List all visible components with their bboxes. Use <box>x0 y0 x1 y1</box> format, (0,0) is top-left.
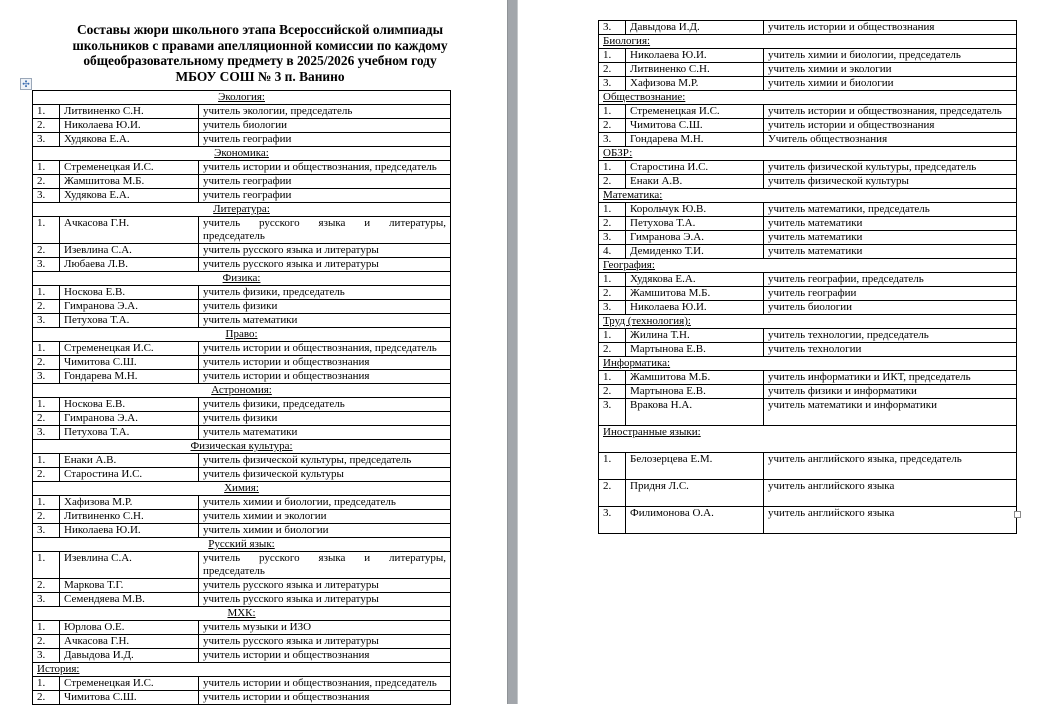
member-role: учитель математики <box>199 426 451 440</box>
row-number: 3. <box>599 507 626 534</box>
table-row <box>599 399 1017 426</box>
member-role: учитель русского языка и литературы <box>199 635 451 649</box>
table-row <box>33 133 451 147</box>
table-row <box>599 217 1017 231</box>
table-resize-handle[interactable] <box>1014 511 1021 518</box>
member-name: Гондарева М.Н. <box>626 133 764 147</box>
member-name: Николаева Ю.И. <box>60 524 199 538</box>
member-name: Жамшитова М.Б. <box>626 287 764 301</box>
member-role: учитель истории и обществознания, председатель <box>764 105 1017 119</box>
row-number: 3. <box>33 258 60 272</box>
row-number: 2. <box>33 119 60 133</box>
table-row <box>599 21 1017 35</box>
table-row <box>33 691 451 705</box>
section-title: Информатика: <box>599 357 1017 371</box>
row-number: 3. <box>599 133 626 147</box>
member-name: Носкова Е.В. <box>60 286 199 300</box>
member-role: учитель биологии <box>199 119 451 133</box>
member-name: Юрлова О.Е. <box>60 621 199 635</box>
member-name: Литвиненко С.Н. <box>60 105 199 119</box>
table-row <box>599 203 1017 217</box>
table-row <box>33 258 451 272</box>
table-row <box>33 356 451 370</box>
member-name: Маркова Т.Г. <box>60 579 199 593</box>
table-row <box>33 314 451 328</box>
table-row <box>33 412 451 426</box>
table-row <box>33 510 451 524</box>
member-name: Изевлина С.А. <box>60 244 199 258</box>
member-name: Гимранова Э.А. <box>60 300 199 314</box>
section-header-row <box>599 426 1017 453</box>
member-role: учитель истории и обществознания, председатель <box>199 161 451 175</box>
section-header-row <box>599 189 1017 203</box>
row-number: 2. <box>33 356 60 370</box>
section-title: История: <box>33 663 451 677</box>
member-name: Жамшитова М.Б. <box>626 371 764 385</box>
member-role: учитель физической культуры, председатель <box>199 454 451 468</box>
row-number: 1. <box>599 453 626 480</box>
member-role: учитель физики, председатель <box>199 286 451 300</box>
row-number: 3. <box>33 426 60 440</box>
member-role: учитель физической культуры <box>764 175 1017 189</box>
section-header-row <box>33 538 451 552</box>
section-title: Литература: <box>33 203 451 217</box>
section-header-row <box>33 147 451 161</box>
section-header-row <box>33 384 451 398</box>
member-role: учитель английского языка, председатель <box>764 453 1017 480</box>
member-name: Давыдова И.Д. <box>60 649 199 663</box>
member-name: Худякова Е.А. <box>60 189 199 203</box>
section-header-row <box>599 357 1017 371</box>
member-name: Белозерцева Е.М. <box>626 453 764 480</box>
row-number: 1. <box>33 342 60 356</box>
table-row <box>599 453 1017 480</box>
section-title: Экономика: <box>33 147 451 161</box>
table-row <box>599 133 1017 147</box>
table-row <box>33 496 451 510</box>
member-name: Ачкасова Г.Н. <box>60 217 199 244</box>
member-role: учитель русского языка и литературы <box>199 593 451 607</box>
row-number: 2. <box>33 635 60 649</box>
member-name: Гимранова Э.А. <box>60 412 199 426</box>
row-number: 3. <box>33 370 60 384</box>
table-row <box>599 49 1017 63</box>
row-number: 2. <box>33 691 60 705</box>
row-number: 1. <box>33 677 60 691</box>
row-number: 2. <box>599 480 626 507</box>
member-role: учитель русского языка и литературы, председатель <box>199 217 451 244</box>
table-row <box>33 579 451 593</box>
member-name: Ачкасова Г.Н. <box>60 635 199 649</box>
member-role: учитель истории и обществознания <box>764 119 1017 133</box>
title-line: Составы жюри школьного этапа Всероссийской олимпиады <box>76 22 444 37</box>
table-row <box>599 273 1017 287</box>
section-title: Физическая культура: <box>33 440 451 454</box>
member-name: Чимитова С.Ш. <box>626 119 764 133</box>
section-header-row <box>33 272 451 286</box>
member-role: учитель математики <box>764 217 1017 231</box>
row-number: 2. <box>599 63 626 77</box>
member-name: Придня Л.С. <box>626 480 764 507</box>
row-number: 1. <box>33 161 60 175</box>
row-number: 2. <box>599 175 626 189</box>
table-row <box>599 480 1017 507</box>
member-name: Хафизова М.Р. <box>60 496 199 510</box>
table-row <box>33 552 451 579</box>
row-number: 3. <box>33 133 60 147</box>
section-title: Иностранные языки: <box>599 426 1017 453</box>
member-name: Жилина Т.Н. <box>626 329 764 343</box>
table-row <box>33 300 451 314</box>
member-name: Худякова Е.А. <box>626 273 764 287</box>
row-number: 2. <box>599 119 626 133</box>
title-line: общеобразовательному предмету в 2025/2026 учебном году <box>83 53 437 69</box>
member-name: Чимитова С.Ш. <box>60 356 199 370</box>
row-number: 3. <box>599 231 626 245</box>
member-name: Вракова Н.А. <box>626 399 764 426</box>
table-row <box>33 286 451 300</box>
section-title: Химия: <box>33 482 451 496</box>
row-number: 1. <box>599 49 626 63</box>
table-row <box>599 161 1017 175</box>
member-role: учитель физики <box>199 300 451 314</box>
member-name: Литвиненко С.Н. <box>60 510 199 524</box>
row-number: 1. <box>599 161 626 175</box>
member-role: учитель физики <box>199 412 451 426</box>
member-role: учитель математики <box>764 231 1017 245</box>
section-title: Русский язык: <box>33 538 451 552</box>
member-role: учитель биологии <box>764 301 1017 315</box>
page-separator <box>507 0 518 704</box>
row-number: 3. <box>33 524 60 538</box>
table-row <box>599 105 1017 119</box>
row-number: 1. <box>33 398 60 412</box>
member-name: Петухова Т.А. <box>626 217 764 231</box>
section-header-row <box>599 315 1017 329</box>
row-number: 2. <box>599 343 626 357</box>
table-move-handle-icon[interactable]: ✣ <box>20 78 32 90</box>
row-number: 2. <box>33 300 60 314</box>
member-role: учитель географии <box>764 287 1017 301</box>
row-number: 1. <box>33 496 60 510</box>
table-row <box>33 454 451 468</box>
table-row <box>33 468 451 482</box>
member-name: Николаева Ю.И. <box>60 119 199 133</box>
jury-table-left <box>32 90 451 705</box>
table-row <box>33 105 451 119</box>
row-number: 3. <box>33 314 60 328</box>
member-name: Мартынова Е.В. <box>626 343 764 357</box>
table-row <box>599 287 1017 301</box>
row-number: 2. <box>33 510 60 524</box>
section-header-row <box>599 259 1017 273</box>
row-number: 1. <box>599 329 626 343</box>
table-row <box>33 175 451 189</box>
section-header-row <box>33 328 451 342</box>
section-header-row <box>33 203 451 217</box>
member-role: учитель русского языка и литературы <box>199 579 451 593</box>
table-row <box>33 677 451 691</box>
row-number: 1. <box>33 286 60 300</box>
section-title: Обществознание: <box>599 91 1017 105</box>
section-title: Физика: <box>33 272 451 286</box>
table-row <box>599 301 1017 315</box>
title-line: школьников с правами апелляционной комиссии по каждому <box>72 37 448 53</box>
member-role: учитель информатики и ИКТ, председатель <box>764 371 1017 385</box>
member-name: Носкова Е.В. <box>60 398 199 412</box>
row-number: 3. <box>599 77 626 91</box>
member-role: учитель физики, председатель <box>199 398 451 412</box>
section-header-row <box>599 147 1017 161</box>
member-role: учитель химии и биологии, председатель <box>764 49 1017 63</box>
member-name: Енаки А.В. <box>626 175 764 189</box>
section-header-row <box>33 663 451 677</box>
row-number: 1. <box>33 621 60 635</box>
member-role: учитель географии, председатель <box>764 273 1017 287</box>
row-number: 1. <box>599 371 626 385</box>
section-title: ОБЗР: <box>599 147 1017 161</box>
member-name: Жамшитова М.Б. <box>60 175 199 189</box>
section-header-row <box>599 91 1017 105</box>
section-title: География: <box>599 259 1017 273</box>
section-title: Биология: <box>599 35 1017 49</box>
member-role: учитель русского языка и литературы, председатель <box>199 552 451 579</box>
document-title <box>50 22 470 84</box>
section-title: Труд (технология): <box>599 315 1017 329</box>
member-role: учитель английского языка <box>764 480 1017 507</box>
section-title: Астрономия: <box>33 384 451 398</box>
member-name: Давыдова И.Д. <box>626 21 764 35</box>
row-number: 1. <box>33 105 60 119</box>
row-number: 2. <box>599 385 626 399</box>
row-number: 2. <box>599 217 626 231</box>
row-number: 2. <box>33 412 60 426</box>
member-name: Николаева Ю.И. <box>626 49 764 63</box>
member-name: Петухова Т.А. <box>60 426 199 440</box>
member-role: учитель математики <box>764 245 1017 259</box>
section-header-row <box>33 482 451 496</box>
document-page-left <box>0 0 507 704</box>
member-role: учитель английского языка <box>764 507 1017 534</box>
row-number: 1. <box>33 217 60 244</box>
member-role: учитель географии <box>199 175 451 189</box>
member-name: Мартынова Е.В. <box>626 385 764 399</box>
member-role: учитель математики <box>199 314 451 328</box>
member-role: учитель химии и экологии <box>764 63 1017 77</box>
member-name: Любаева Л.В. <box>60 258 199 272</box>
table-row <box>33 189 451 203</box>
member-name: Стременецкая И.С. <box>60 161 199 175</box>
table-row <box>33 524 451 538</box>
member-name: Старостина И.С. <box>60 468 199 482</box>
member-name: Изевлина С.А. <box>60 552 199 579</box>
table-row <box>599 343 1017 357</box>
member-name: Литвиненко С.Н. <box>626 63 764 77</box>
member-role: учитель истории и обществознания <box>199 691 451 705</box>
section-header-row <box>33 607 451 621</box>
row-number: 4. <box>599 245 626 259</box>
member-role: учитель истории и обществознания, председатель <box>199 677 451 691</box>
table-row <box>33 217 451 244</box>
member-role: учитель химии и экологии <box>199 510 451 524</box>
member-role: учитель истории и обществознания, председатель <box>199 342 451 356</box>
member-role: учитель физической культуры, председатель <box>764 161 1017 175</box>
member-role: учитель математики и информатики <box>764 399 1017 426</box>
row-number: 2. <box>33 244 60 258</box>
member-name: Енаки А.В. <box>60 454 199 468</box>
member-role: учитель истории и обществознания <box>199 356 451 370</box>
member-name: Старостина И.С. <box>626 161 764 175</box>
member-role: учитель истории и обществознания <box>199 649 451 663</box>
table-row <box>33 593 451 607</box>
row-number: 3. <box>33 189 60 203</box>
table-row <box>33 635 451 649</box>
section-title: Математика: <box>599 189 1017 203</box>
row-number: 2. <box>33 175 60 189</box>
table-row <box>599 507 1017 534</box>
row-number: 1. <box>599 203 626 217</box>
member-role: учитель химии и биологии <box>764 77 1017 91</box>
member-role: учитель экологии, председатель <box>199 105 451 119</box>
jury-table-right <box>598 20 1017 534</box>
table-row <box>599 385 1017 399</box>
member-name: Хафизова М.Р. <box>626 77 764 91</box>
member-role: учитель физики и информатики <box>764 385 1017 399</box>
member-role: учитель русского языка и литературы <box>199 244 451 258</box>
member-role: учитель технологии, председатель <box>764 329 1017 343</box>
member-name: Чимитова С.Ш. <box>60 691 199 705</box>
member-role: учитель технологии <box>764 343 1017 357</box>
table-row <box>599 119 1017 133</box>
member-role: учитель русского языка и литературы <box>199 258 451 272</box>
row-number: 2. <box>33 468 60 482</box>
section-title: Экология: <box>33 91 451 105</box>
member-role: учитель химии и биологии <box>199 524 451 538</box>
member-name: Филимонова О.А. <box>626 507 764 534</box>
member-role: учитель истории и обществознания <box>199 370 451 384</box>
section-header-row <box>33 91 451 105</box>
table-row <box>33 161 451 175</box>
member-role: учитель географии <box>199 189 451 203</box>
member-role: учитель географии <box>199 133 451 147</box>
row-number: 3. <box>599 21 626 35</box>
table-row <box>599 371 1017 385</box>
member-role: учитель химии и биологии, председатель <box>199 496 451 510</box>
section-title: Право: <box>33 328 451 342</box>
table-row <box>33 398 451 412</box>
member-name: Стременецкая И.С. <box>626 105 764 119</box>
member-role: Учитель обществознания <box>764 133 1017 147</box>
member-name: Стременецкая И.С. <box>60 342 199 356</box>
member-name: Гондарева М.Н. <box>60 370 199 384</box>
member-name: Демиденко Т.И. <box>626 245 764 259</box>
row-number: 1. <box>33 454 60 468</box>
table-row <box>599 231 1017 245</box>
row-number: 3. <box>599 399 626 426</box>
member-role: учитель математики, председатель <box>764 203 1017 217</box>
section-title: МХК: <box>33 607 451 621</box>
member-role: учитель физической культуры <box>199 468 451 482</box>
table-row <box>33 621 451 635</box>
table-row <box>33 119 451 133</box>
member-name: Николаева Ю.И. <box>626 301 764 315</box>
row-number: 2. <box>599 287 626 301</box>
member-role: учитель истории и обществознания <box>764 21 1017 35</box>
table-row <box>599 77 1017 91</box>
title-line: МБОУ СОШ № 3 п. Ванино <box>175 68 345 84</box>
row-number: 3. <box>33 649 60 663</box>
table-row <box>33 370 451 384</box>
section-header-row <box>33 440 451 454</box>
table-row <box>599 245 1017 259</box>
row-number: 1. <box>33 552 60 579</box>
section-header-row <box>599 35 1017 49</box>
member-name: Петухова Т.А. <box>60 314 199 328</box>
member-name: Корольчук Ю.В. <box>626 203 764 217</box>
table-row <box>599 63 1017 77</box>
member-name: Худякова Е.А. <box>60 133 199 147</box>
table-row <box>33 426 451 440</box>
member-role: учитель музыки и ИЗО <box>199 621 451 635</box>
table-row <box>33 649 451 663</box>
member-name: Семендяева М.В. <box>60 593 199 607</box>
table-row <box>33 342 451 356</box>
row-number: 1. <box>599 273 626 287</box>
table-row <box>33 244 451 258</box>
row-number: 1. <box>599 105 626 119</box>
member-name: Стременецкая И.С. <box>60 677 199 691</box>
table-row <box>599 329 1017 343</box>
row-number: 2. <box>33 579 60 593</box>
row-number: 3. <box>33 593 60 607</box>
table-row <box>599 175 1017 189</box>
row-number: 3. <box>599 301 626 315</box>
member-name: Гимранова Э.А. <box>626 231 764 245</box>
